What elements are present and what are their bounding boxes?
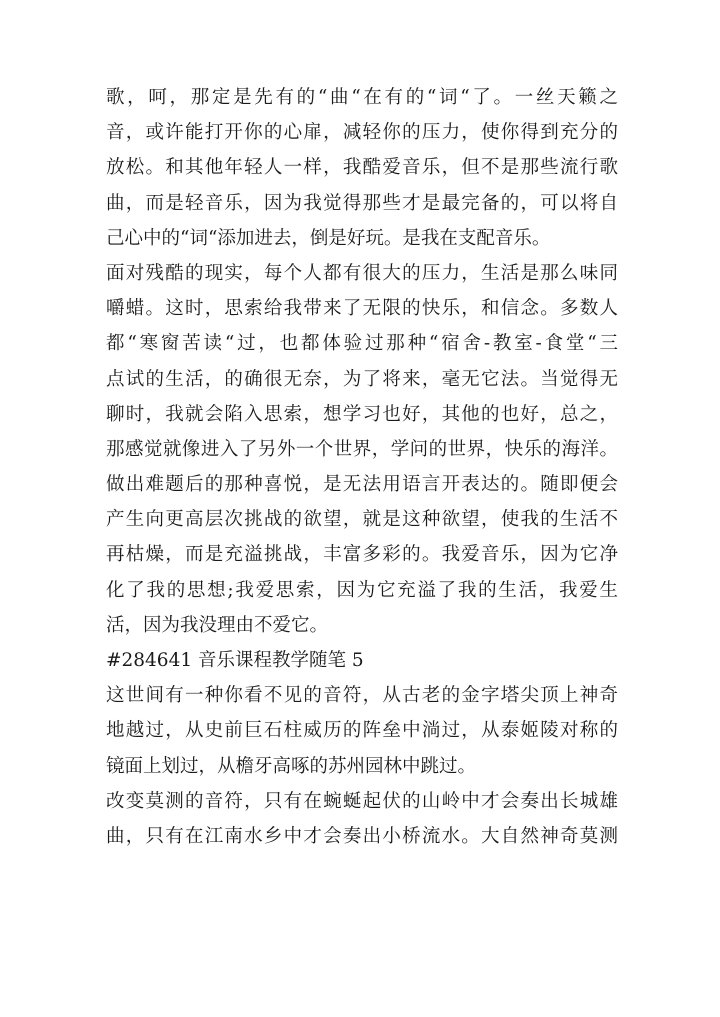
document-page bbox=[106, 80, 618, 854]
text-line-7: 嚼蜡。这时，思索给我带来了无限的快乐，和信念。多数人 bbox=[106, 298, 618, 320]
text-line-1: 歌，呵，那定是先有的“曲“在有的“词“了。一丝天籁之 bbox=[106, 87, 618, 108]
text-line-8: 都“寒窗苦读“过，也都体验过那种“宿舍-教室-食堂“三 bbox=[106, 333, 618, 355]
text-line-5: 己心中的“词“添加进去，倒是好玩。是我在支配音乐。 bbox=[106, 227, 551, 249]
text-line-21: 改变莫测的音符，只有在蜿蜒起伏的山岭中才会奏出长城雄 bbox=[106, 790, 618, 812]
text-line-12: 做出难题后的那种喜悦，是无法用语言开表达的。随即便会 bbox=[106, 474, 618, 496]
section-heading: #284641 音乐课程教学随笔 5 bbox=[106, 650, 364, 671]
text-line-20: 镜面上划过，从檐牙高啄的苏州园林中跳过。 bbox=[106, 755, 477, 777]
text-line-16: 活，因为我没理由不爱它。 bbox=[106, 614, 329, 636]
text-line-9: 点试的生活，的确很无奈，为了将来，毫无它法。当觉得无 bbox=[106, 368, 618, 390]
text-line-3: 放松。和其他年轻人一样，我酷爱音乐，但不是那些流行歌 bbox=[106, 157, 618, 179]
text-line-19: 地越过，从史前巨石柱威历的阵垒中淌过，从泰姬陵对称的 bbox=[106, 720, 618, 742]
text-line-2: 音，或许能打开你的心扉，减轻你的压力，使你得到充分的 bbox=[106, 122, 618, 144]
text-line-10: 聊时，我就会陷入思索，想学习也好，其他的也好，总之， bbox=[106, 403, 618, 425]
text-line-18: 这世间有一种你看不见的音符，从古老的金字塔尖顶上神奇 bbox=[106, 685, 618, 707]
text-line-13: 产生向更高层次挑战的欲望，就是这种欲望，使我的生活不 bbox=[106, 509, 618, 531]
text-line-14: 再枯燥，而是充溢挑战，丰富多彩的。我爱音乐，因为它净 bbox=[106, 544, 618, 566]
text-line-4: 曲，而是轻音乐，因为我觉得那些才是最完备的，可以将自 bbox=[106, 192, 618, 214]
text-line-11: 那感觉就像进入了另外一个世界，学问的世界，快乐的海洋。 bbox=[106, 438, 618, 460]
text-line-6: 面对残酷的现实，每个人都有很大的压力，生活是那么味同 bbox=[106, 262, 618, 284]
text-line-22: 曲，只有在江南水乡中才会奏出小桥流水。大自然神奇莫测 bbox=[106, 825, 618, 847]
text-line-15: 化了我的思想;我爱思索，因为它充溢了我的生活，我爱生 bbox=[106, 579, 618, 601]
